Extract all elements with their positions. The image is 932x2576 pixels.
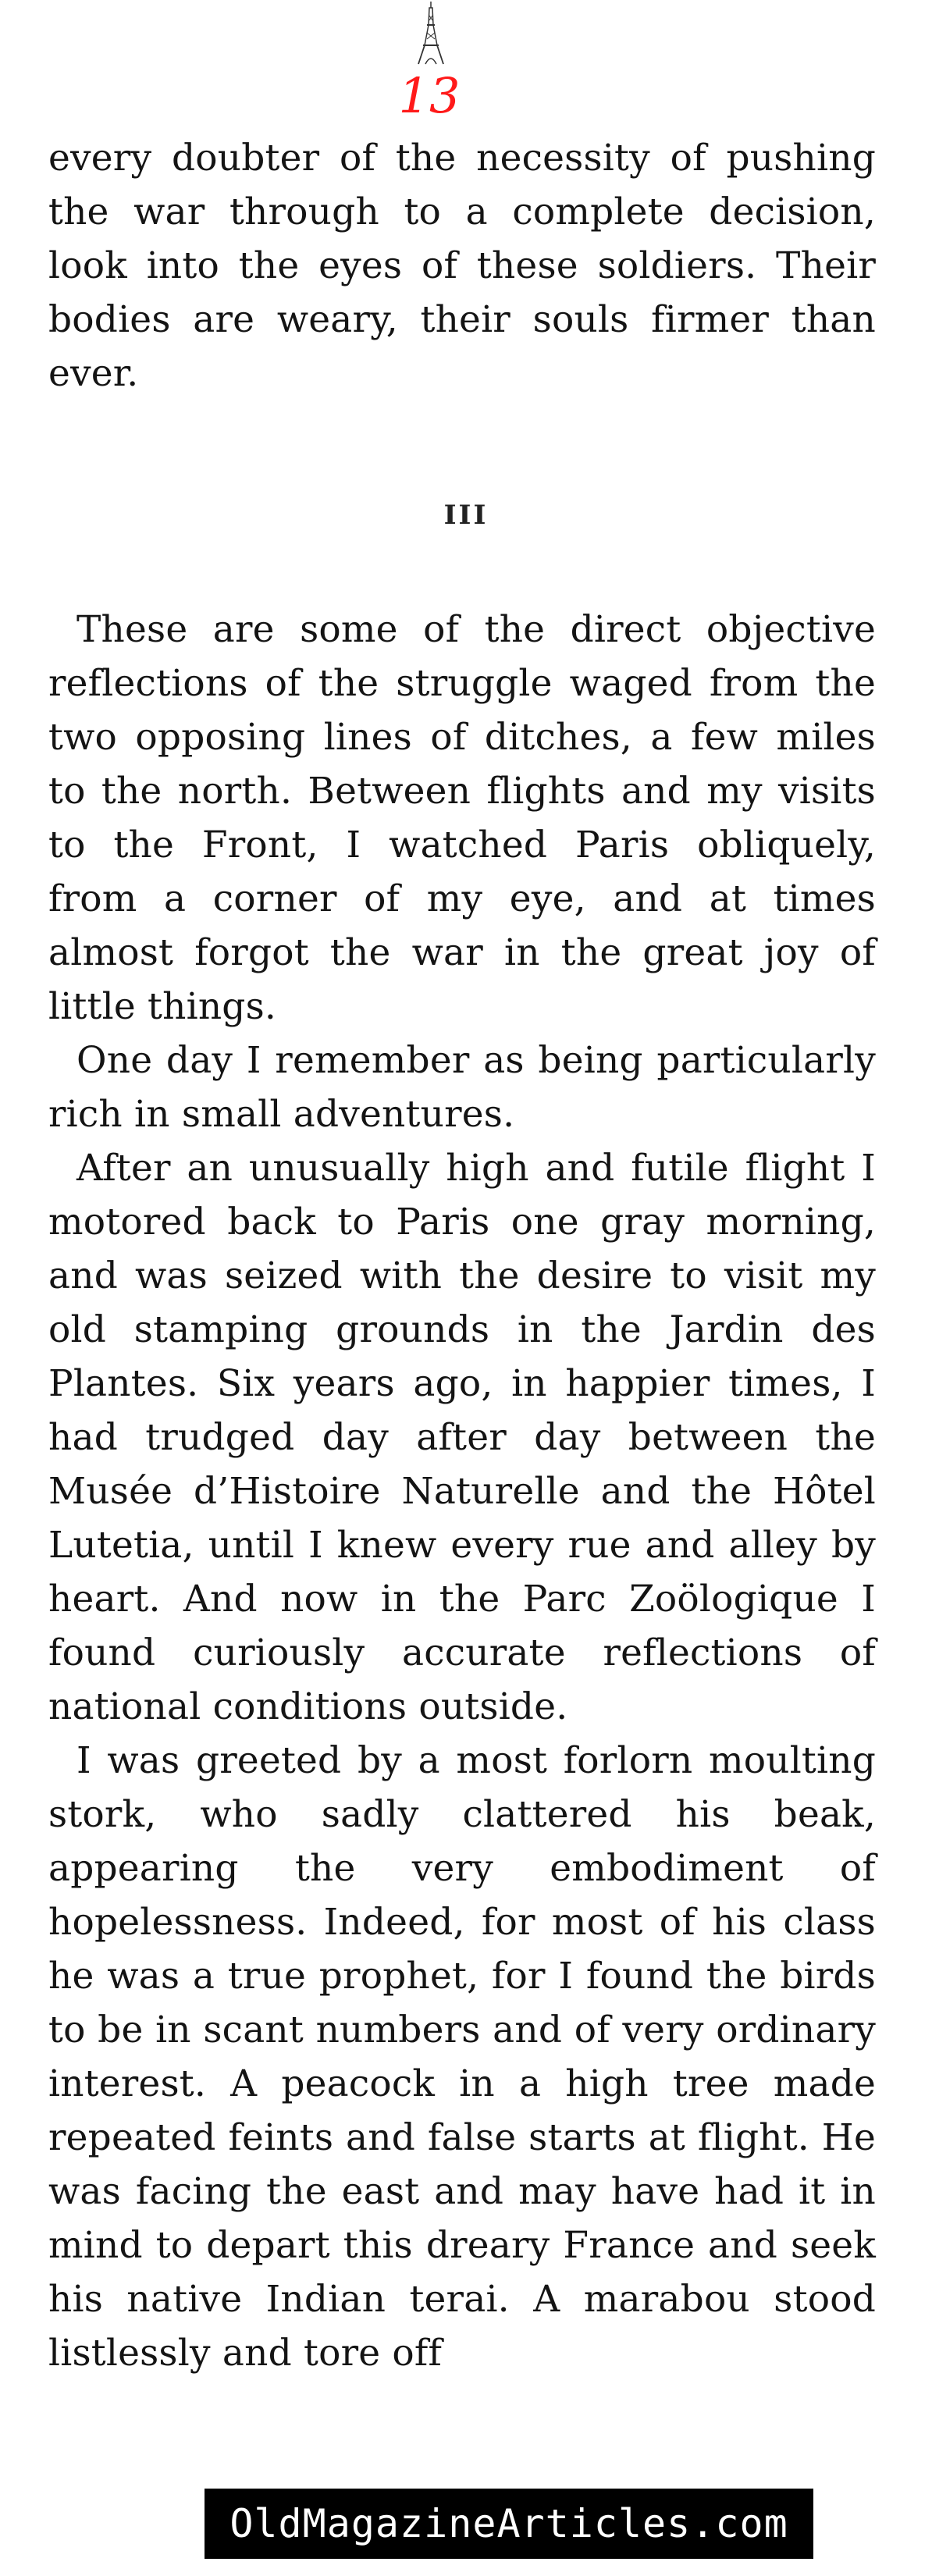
page-number: 13 [398, 67, 461, 124]
paragraph: These are some of the direct objective reflections of the struggle waged from the two opposing lines of ditches, a few miles to the north. Between flights and my visits to the Front, I watched Paris obliquely, from a corner of my eye, and at times almost forgot the war in the great joy of little things. [48, 608, 876, 1028]
article-body [48, 603, 876, 2380]
paragraph: After an unusually high and futile flight I motored back to Paris one gray morning, and was seized with the desire to visit my old stamping grounds in the Jardin des Plantes. Six years ago, in happier times, I had trudged day after day between the Musée d’Histoire Naturelle and the Hôtel Lutetia, until I knew every rue and alley by heart. And now in the Parc Zoölogique I found curiously accurate reflections of national conditions outside. [48, 1147, 876, 1728]
eiffel-tower-icon [415, 2, 446, 66]
paragraph: One day I remember as being particularly rich in small adventures. [48, 1039, 876, 1136]
continued-paragraph-block [48, 131, 876, 400]
watermark-footer: OldMagazineArticles.com [205, 2489, 813, 2559]
paragraph: every doubter of the necessity of pushing the war through to a complete decision, look into the eyes of these soldiers. Their bodies are weary, their souls firmer than ever. [48, 137, 876, 395]
section-heading: III [443, 500, 489, 531]
paragraph: I was greeted by a most forlorn moulting stork, who sadly clattered his beak, appearing the very embodiment of hopelessness. Indeed, for most of his class he was a true prophet, for I found the birds to be in scant numbers and of very ordinary interest. A peacock in a high tree made repeated feints and false starts at flight. He was facing the east and may have had it in mind to depart this dreary France and seek his native Indian terai. A marabou stood listlessly and tore off [48, 1739, 876, 2375]
